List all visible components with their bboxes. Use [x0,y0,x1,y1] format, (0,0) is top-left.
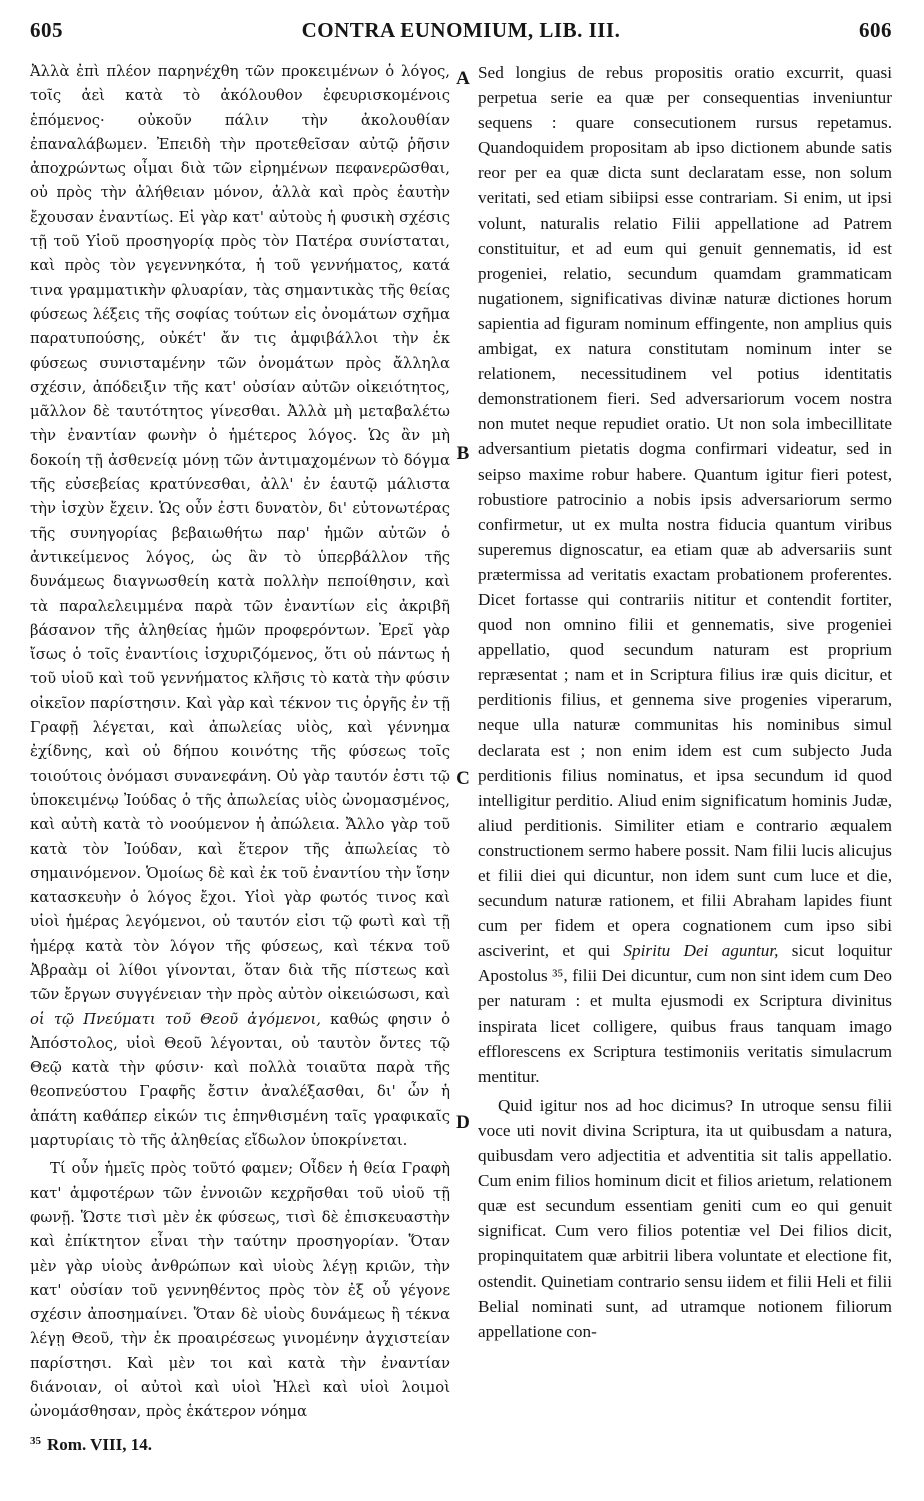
section-marker-a: A [456,68,470,89]
footnote-number: 35 [30,1435,41,1447]
page-number-left: 605 [30,18,63,42]
footnote [30,1435,152,1455]
footnote-text: Rom. VIII, 14. [47,1435,153,1454]
section-marker-c: C [456,768,470,789]
running-title: CONTRA EUNOMIUM, LIB. III. [301,18,621,42]
greek-scripture-quote: οἱ τῷ Πνεύματι τοῦ Θεοῦ ἀγόμενοι, [30,1010,321,1028]
latin-scripture-quote: Spiritu Dei aguntur, [623,941,779,961]
greek-column [30,60,450,1425]
page-header [30,18,892,54]
greek-paragraph-2: Τί οὖν ἡμεῖς πρὸς τοῦτό φαμεν; Οἶδεν ἡ θεία Γραφὴ κατ' ἀμφοτέρων τῶν ἐννοιῶν κεχρῆσθαι τοῦ υἱοῦ τῇ φωνῇ. Ὥστε τισὶ μὲν ἐκ φύσεως, τισὶ δὲ ἐπισκευαστὴν καὶ ἐπίκτητον εἶναι τὴν ταύτην προσηγορίαν. Ὅταν μὲν γὰρ υἱοὺς ἀνθρώπων καὶ υἱοὺς λέγῃ κριῶν, τὴν κατ' οὐσίαν τοῦ γεννηθέντος πρὸς τὸν ἐξ οὗ γέγονε σχέσιν ἀποσημαίνει. Ὅταν δὲ υἱοὺς δυνάμεως ἢ τέκνα λέγῃ Θεοῦ, τὴν ἐκ προαιρέσεως γινομένην ἀγχιστείαν παρίστησι. Καὶ μὲν τοι καὶ κατὰ τὴν ἐναντίαν διάνοιαν, οἱ αὐτοὶ καὶ υἱοὶ Ἠλεὶ καὶ υἱοὶ λοιμοὶ ὠνομάσθησαν, πρὸς ἑκάτερον νόημα [30,1160,450,1421]
latin-paragraph-1: Sed longius de rebus propositis oratio excurrit, quasi perpetua serie ea quæ per consequentias inveniuntur sequens : quare consecutionem rursus repetamus. Quandoquidem propositam ab ipso dictionem abunde satis reor per ea quæ dicta sunt declaratam esse, non solum veritati, sed etiam sibiipsi esse contrariam. Si enim, ut ipsi volunt, naturalis relatio Filii appellatione ad Patrem constituitur, et ad eum qui genuit gennematis, id est progeniei, relatio, secundum quamdam grammaticam nugationem, significativas divinæ naturæ dictiones horum sapientia ad figuram nominum effingente, non amplius quis ambigat, ex natura constitutam nominum inter se relationem, necessitudinem vel potius identitatis demonstrationem fieri. Sed adversariorum vocem nostra non mutet neque repudiet oratio. Ut non sola imbecillitate adversantium pietatis dogma confirmari videatur, sed in seipso maxime robur habere. Quantum igitur fieri potest, robustiore patrocinio a nobis ipsis adversariorum sermo confirmetur, ut ex multa nostra fiducia quantum viribus superemus dignoscatur, ea etiam quæ ab adversariis sunt prætermissa ad veritatis exactam probationem proferentes. Dicet fortasse qui contrariis nititur et contendit fortiter, quod non omnino filii et gennematis, sive progeniei appellatio, quod secundum naturam est proprium repræsentat ; nam et in Scriptura filius iræ quis dicitur, et perditionis filius, et gennema sive progenies viperarum, neque ulla naturæ communitas his nominibus simul declarata est ; non enim idem est cum subjecto Juda perditionis filius nominatus, et ipsa secundum id quod intelligitur perditio. Aliud enim significatum hominis Judæ, aliud perditionis. Similiter etiam e contrario æqualem constructionem sermo habere possit. Nam filii lucis alicujus et filii diei qui dicuntur, non idem sunt cum luce et die, secundum naturæ rationem, et filii Abraham lapides fiunt cum per fidem et opera cognationem cum ipso sibi asciverint, et qui Spiritu Dei aguntur, sicut loquitur Apostolus ³⁵, filii Dei dicuntur, cum non sint idem cum Deo per naturam : et multa ejusmodi ex Scriptura divinitus inspirata licet colligere, quibus fraus tanquam imago efflorescens ex Scriptura testimoniis veritatis simulacrum mentitur. [478,63,892,1086]
page-number-right: 606 [859,18,892,42]
latin-column [478,60,892,1344]
latin-paragraph-2: Quid igitur nos ad hoc dicimus? In utroque sensu filii voce uti novit divina Scriptura, ita ut quibusdam a natura, quibusdam vero adjectitia et adventitia sit talis appellatio. Cum enim filios hominum dicit et filios arietum, relationem quæ est secundum essentiam geniti cum eo qui genuit significat. Cum vero filios potentiæ vel Dei filios dicit, propinquitatem quæ arbitrii libera voluntate et electione fit, ostendit. Quinetiam contrario sensu iidem et filii Heli et filii Belial nominati sunt, ad utramque notionem filiorum appellatione con- [478,1095,892,1341]
greek-paragraph-1: Ἀλλὰ ἐπὶ πλέον παρηνέχθη τῶν προκειμένων ὁ λόγος, τοῖς ἀεὶ κατὰ τὸ ἀκόλουθον ἐφευρισκομένοις ἑπόμενος· οὐκοῦν πάλιν τὴν ἀκολουθίαν ἐπαναλάβωμεν. Ἐπειδὴ τὴν προτεθεῖσαν αὐτῷ ῥῆσιν ἀποχρώντως οἶμαι διὰ τῶν εἰρημένων πεφανερῶσθαι, οὐ πρὸς τὴν ἀλήθειαν μόνον, ἀλλὰ καὶ πρὸς ἑαυτὴν ἔχουσαν ἐναντίως. Εἰ γὰρ κατ' αὐτοὺς ἡ φυσικὴ σχέσις τῇ τοῦ Υἱοῦ προσηγορίᾳ πρὸς τὸν Πατέρα συνίσταται, καὶ πρὸς τὸν γεγεννηκότα, ἡ τοῦ γεννήματος, κατά τινα γραμματικὴν φλυαρίαν, τὰς σημαντικὰς τῆς θείας φύσεως λέξεις τῆς σοφίας τούτων εἰς ὀνομάτων σχῆμα παρατυπούσης, οὐκέτ' ἄν τις ἀμφιβάλλοι τὴν ἐκ φύσεως συνισταμένην τῶν ὀνομάτων πρὸς ἄλληλα σχέσιν, ἀπόδειξιν τῆς κατ' οὐσίαν αὐτῶν οἰκειότητος, μᾶλλον δὲ ταυτότητος γίνεσθαι. Ἀλλὰ μὴ μεταβαλέτω τὴν ἐναντίαν φωνὴν ὁ ἡμέτερος λόγος. Ὡς ἂν μὴ δοκοίη τῇ ἀσθενείᾳ μόνῃ τῶν ἀντιμαχομένων τὸ δόγμα τῆς εὐσεβείας κρατύνεσθαι, ἀλλ' ἐν ἑαυτῷ μάλιστα τὴν ἰσχὺν ἔχειν. Ὡς οὖν ἐστι δυνατὸν, δι' εὐτονωτέρας τῆς συνηγορίας βεβαιωθήτω παρ' ἡμῶν αὐτῶν ὁ ἀντικείμενος λόγος, ὡς ἂν τὸ ὑπερβάλλον τῆς δυνάμεως διαγνωσθείη κατὰ πολλὴν πεποίθησιν, καὶ τὰ παραλελειμμένα παρὰ τῶν ἐναντίων εἰς ἀκριβῆ βάσανον τῆς ἀληθείας ἡμῶν προφερόντων. Ἐρεῖ γὰρ ἴσως ὁ τοῖς ἐναντίοις ἰσχυριζόμενος, ὅτι οὐ πάντως ἡ τοῦ υἱοῦ καὶ τοῦ γεννήματος κλῆσις τὸ κατὰ τὴν φύσιν οἰκεῖον παρίστησιν. Καὶ γὰρ καὶ τέκνον τις ὀργῆς ἐν τῇ Γραφῇ λέγεται, καὶ ἀπωλείας υἱὸς, καὶ γέννημα ἐχίδνης, καὶ οὐ δήπου κοινότης τῆς φύσεως τοῖς τοιούτοις ὀνόμασι συνανεφάνη. Οὐ γὰρ ταυτόν ἐστι τῷ ὑποκειμένῳ Ἰούδας ὁ τῆς ἀπωλείας υἱὸς ὠνομασμένος, καὶ αὐτὴ κατὰ τὸ νοούμενον ἡ ἀπώλεια. Ἄλλο γὰρ τοῦ κατὰ τὸν Ἰούδαν, καὶ ἕτερον τῆς ἀπωλείας τὸ σημαινόμενον. Ὁμοίως δὲ καὶ ἐκ τοῦ ἐναντίου τὴν ἴσην κατασκευὴν ὁ λόγος ἔχοι. Υἱοὶ γὰρ φωτός τινος καὶ υἱοὶ ἡμέρας λεγόμενοι, οὐ ταυτόν εἰσι τῷ φωτὶ καὶ τῇ ἡμέρᾳ κατὰ τὸν λόγον τῆς φύσεως, καὶ τέκνα τοῦ Ἀβραὰμ οἱ λίθοι γίνονται, ὅταν διὰ τῆς πίστεως καὶ τῶν ἔργων συγγένειαν τὴν πρὸς αὐτὸν οἰκειώσωσι, καὶ οἱ τῷ Πνεύματι τοῦ Θεοῦ ἀγόμενοι, καθώς φησιν ὁ Ἀπόστολος, υἱοὶ Θεοῦ λέγονται, οὐ ταυτὸν ὄντες τῷ Θεῷ κατὰ τὴν φύσιν· καὶ πολλὰ τοιαῦτα παρὰ τῆς θεοπνεύστου Γραφῆς ἔστιν ἀναλέξασθαι, δι' ὧν ἡ ἀπάτη καθάπερ εἰκών τις ἐπηνθισμένη ταῖς γραφικαῖς μαρτυρίαις τὸ τῆς ἀληθείας εἴδωλον ὑποκρίνεται. [30,63,450,1150]
section-marker-b: B [456,443,470,464]
section-marker-d: D [456,1112,470,1133]
